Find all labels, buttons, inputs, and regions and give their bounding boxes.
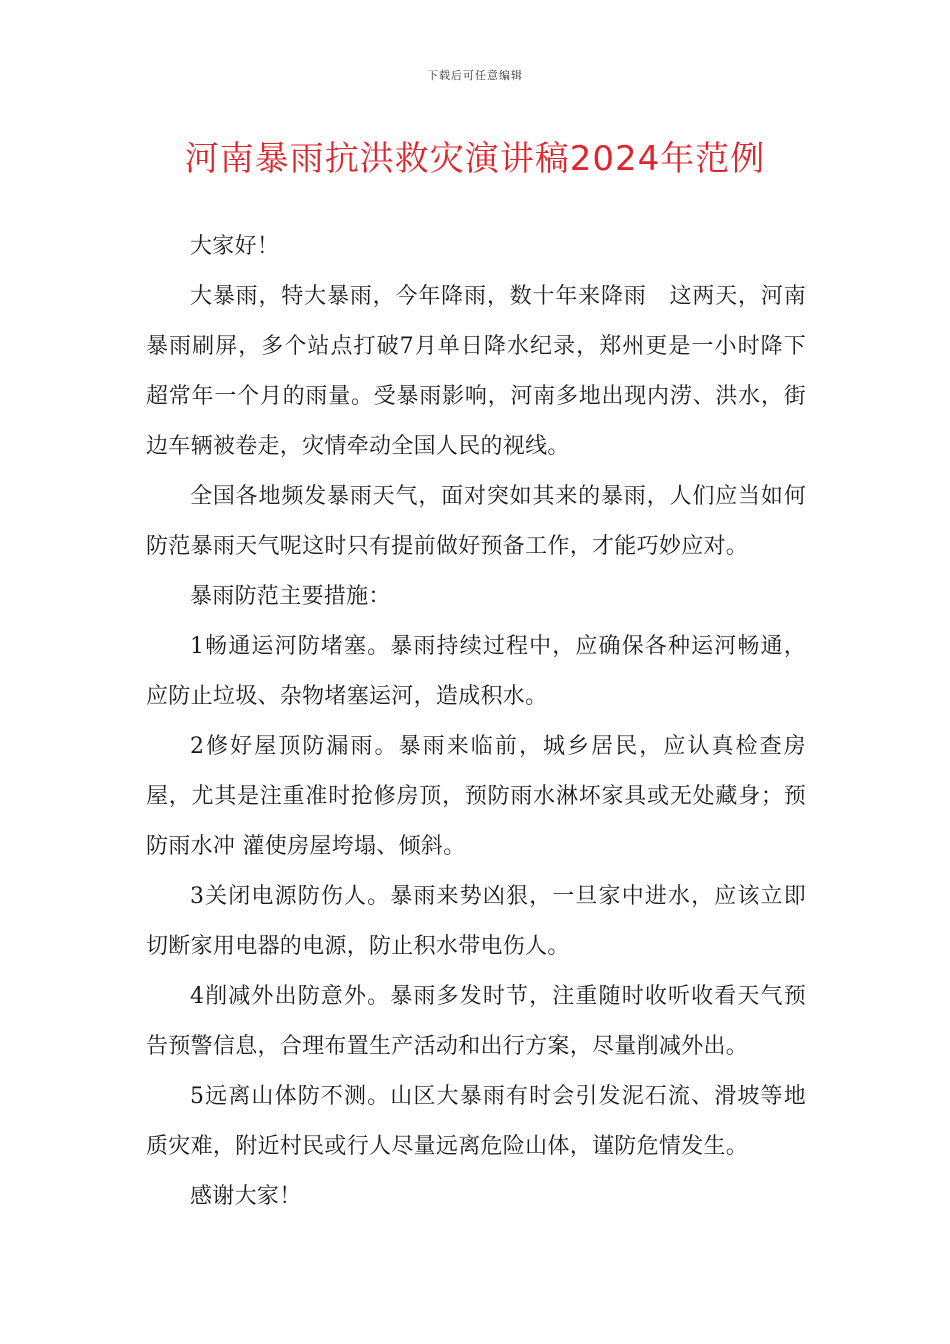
intro-paragraph: 大暴雨，特大暴雨，今年降雨，数十年来降雨 这两天，河南暴雨刷屏，多个站点打破7月单日降水纪录，郑州更是一小时降下超常年一个月的雨量。受暴雨影响，河南多地出现内涝、洪水，街边车辆被卷走，灾情牵动全国人民的视线。 <box>146 284 806 459</box>
measure-item-4: 4削减外出防意外。暴雨多发时节，注重随时收听收看天气预告预警信息，合理布置生产活动和出行方案，尽量削减外出。 <box>146 984 806 1059</box>
measure-item-1: 1畅通运河防堵塞。暴雨持续过程中，应确保各种运河畅通，应防止垃圾、杂物堵塞运河，造成积水。 <box>146 634 806 709</box>
header-note: 下载后可任意编辑 <box>427 69 523 82</box>
document-body <box>146 222 806 1222</box>
greeting-paragraph: 大家好！ <box>190 234 280 259</box>
measure-item-2: 2修好屋顶防漏雨。暴雨来临前，城乡居民，应认真检查房屋，尤其是注重准时抢修房顶，预防雨水淋坏家具或无处藏身；预防雨水冲 灌使房屋垮塌、倾斜。 <box>146 734 806 859</box>
measures-heading: 暴雨防范主要措施： <box>190 584 391 609</box>
closing-paragraph: 感谢大家！ <box>190 1184 302 1209</box>
question-paragraph: 全国各地频发暴雨天气，面对突如其来的暴雨，人们应当如何防范暴雨天气呢这时只有提前做好预备工作，才能巧妙应对。 <box>146 484 806 559</box>
measure-item-3: 3关闭电源防伤人。暴雨来势凶狠，一旦家中进水，应该立即切断家用电器的电源，防止积水带电伤人。 <box>146 884 806 959</box>
document-title: 河南暴雨抗洪救灾演讲稿2024年范例 <box>184 139 766 179</box>
measure-item-5: 5远离山体防不测。山区大暴雨有时会引发泥石流、滑坡等地质灾难，附近村民或行人尽量远离危险山体，谨防危情发生。 <box>146 1084 806 1159</box>
